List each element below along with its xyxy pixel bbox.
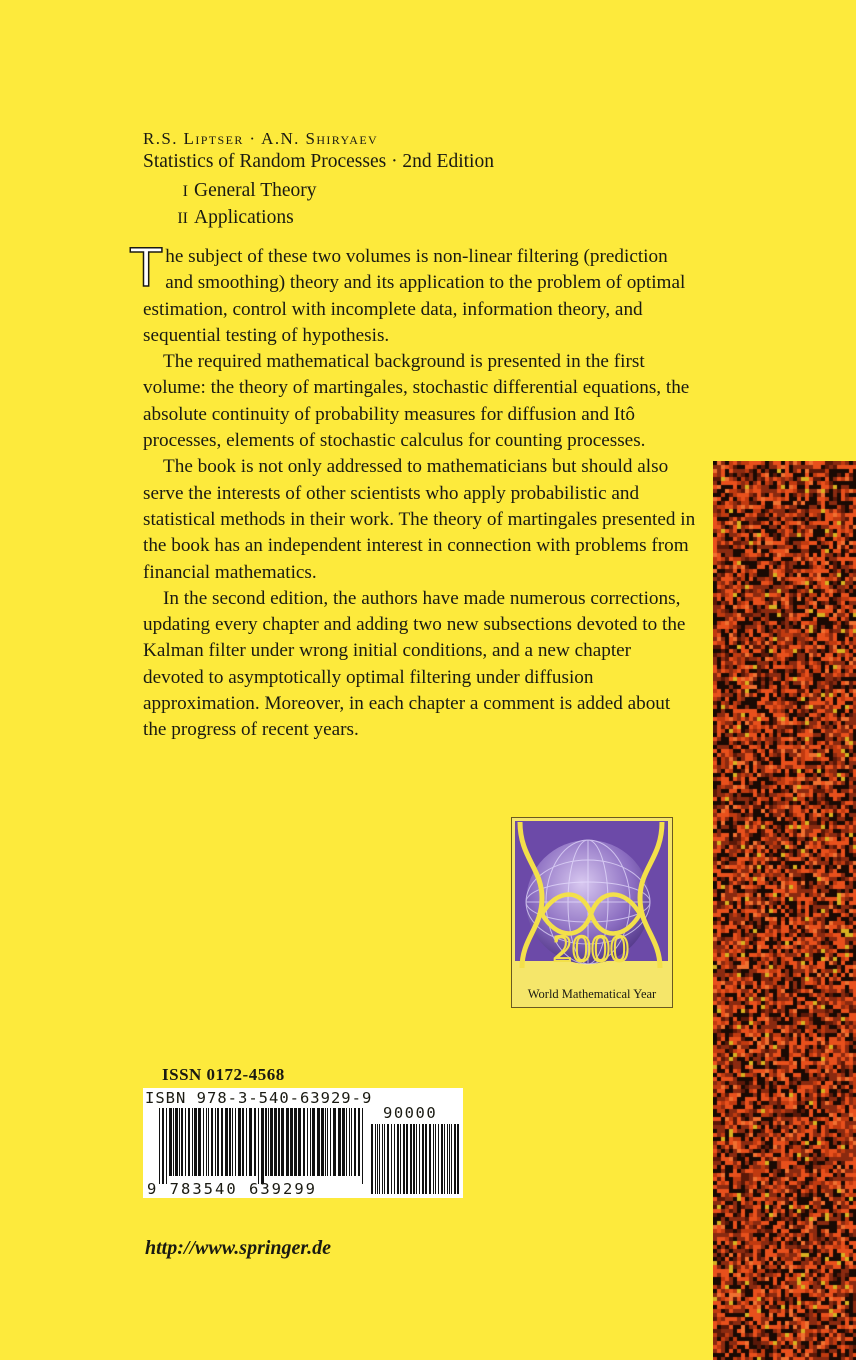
- barcode-addon-bar: [438, 1124, 439, 1194]
- barcode-addon-bar: [457, 1124, 459, 1194]
- issn: ISSN 0172-4568: [162, 1065, 285, 1084]
- barcode-bar: [342, 1108, 345, 1176]
- barcode-bar: [211, 1108, 213, 1176]
- barcode-addon-bar: [425, 1124, 427, 1194]
- barcode-bar: [333, 1108, 336, 1176]
- barcode-addon-bar: [397, 1124, 399, 1194]
- barcode-bar: [338, 1108, 341, 1176]
- barcode-addon: 90000: [383, 1104, 438, 1122]
- barcode-addon-bar: [449, 1124, 450, 1194]
- barcode-bar: [268, 1108, 269, 1176]
- barcode-bar: [258, 1108, 259, 1184]
- barcode-bar: [354, 1108, 356, 1176]
- barcode-bar: [206, 1108, 207, 1176]
- barcode-bar: [261, 1108, 264, 1184]
- barcode-bar: [215, 1108, 216, 1176]
- wmy-emblem: [512, 818, 671, 986]
- barcode-bar: [298, 1108, 301, 1176]
- barcode-addon-bar: [422, 1124, 424, 1194]
- barcode-addon-bar: [444, 1124, 445, 1194]
- barcode-bar: [327, 1108, 328, 1176]
- barcode-bar: [358, 1108, 360, 1176]
- barcode-bar: [166, 1108, 167, 1184]
- barcode-addon-bar: [441, 1124, 443, 1194]
- barcode-bar: [181, 1108, 183, 1176]
- logo-caption: World Mathematical Year: [527, 987, 657, 1001]
- barcode-bar: [185, 1108, 186, 1176]
- drop-cap: T: [129, 235, 164, 298]
- barcode-addon-bar: [375, 1124, 376, 1194]
- isbn-text: ISBN 978-3-540-63929-9: [145, 1089, 373, 1107]
- barcode-bar: [274, 1108, 277, 1176]
- paragraph-2: The required mathematical background is presented in the first volume: the theory of martingales, stochastic differential equations, the absolute continuity of probability measures for diffusion and Itô processes, elements of stochastic calculus for counting processes.: [143, 351, 690, 452]
- barcode-bar: [221, 1108, 223, 1176]
- volume-1: [143, 180, 317, 202]
- barcode-bar: [229, 1108, 231, 1176]
- barcode-bar: [362, 1108, 363, 1184]
- barcode-addon-bar: [435, 1124, 436, 1194]
- paragraph-3: The book is not only addressed to mathematicians but should also serve the interests of other scientists who apply probabilistic and statistical methods in their work. The theory of martingales presented in the book has an independent interest in connection with problems from financial mathematics.: [143, 456, 696, 583]
- barcode-bar: [307, 1108, 308, 1176]
- barcode-bar: [198, 1108, 201, 1176]
- barcode-bar: [254, 1108, 256, 1176]
- barcode-addon-bar: [403, 1124, 405, 1194]
- barcode-bar: [330, 1108, 331, 1176]
- barcode-addon-bar: [410, 1124, 412, 1194]
- volume-1-number: I: [182, 183, 188, 200]
- barcode-addon-bar: [429, 1124, 431, 1194]
- barcode-bar: [325, 1108, 326, 1176]
- volume-2-number: II: [177, 210, 188, 227]
- barcode-addon-bar: [384, 1124, 385, 1194]
- barcode-bar: [235, 1108, 236, 1176]
- description: [129, 235, 696, 744]
- barcode-bar: [310, 1108, 311, 1176]
- barcode-bar: [169, 1108, 172, 1176]
- volume-2: [143, 207, 294, 229]
- series-title: Statistics of Random Processes · 2nd Edition: [143, 151, 494, 172]
- barcode-bar: [208, 1108, 209, 1176]
- barcode-bar: [162, 1108, 164, 1184]
- barcode-bar: [194, 1108, 197, 1176]
- barcode-bar: [232, 1108, 233, 1176]
- barcode-bar: [179, 1108, 180, 1176]
- barcode-bar: [303, 1108, 305, 1176]
- barcode-bar: [321, 1108, 324, 1176]
- barcode-bar: [265, 1108, 267, 1176]
- volume-2-title: Applications: [194, 207, 294, 228]
- barcode-bar: [281, 1108, 284, 1176]
- barcode-bar: [217, 1108, 219, 1176]
- barcode-addon-bar: [454, 1124, 456, 1194]
- barcode-bar: [349, 1108, 350, 1176]
- barcode-addon-bar: [371, 1124, 373, 1194]
- barcode-addon-bar: [416, 1124, 417, 1194]
- publisher-url: http://www.springer.de: [145, 1237, 331, 1259]
- barcode-bar: [242, 1108, 244, 1176]
- barcode-bar: [192, 1108, 193, 1176]
- barcode-bar: [249, 1108, 252, 1176]
- barcode-addon-bar: [394, 1124, 395, 1194]
- world-mathematical-year-logo: [511, 817, 673, 1008]
- barcode-bar: [346, 1108, 347, 1176]
- barcode-addon-bar: [377, 1124, 378, 1194]
- barcode-addon-bar: [382, 1124, 383, 1194]
- barcode-addon-bar: [419, 1124, 420, 1194]
- authors: R.S. Liptser · A.N. Shiryaev: [143, 129, 379, 148]
- paragraph-1: [129, 235, 696, 349]
- barcode-bar: [203, 1108, 204, 1176]
- barcode-addon-bar: [406, 1124, 408, 1194]
- barcode-bar: [290, 1108, 293, 1176]
- barcode-bar: [317, 1108, 320, 1176]
- paragraph-1-text: he subject of these two volumes is non-linear filtering (prediction and smoothing) theory and its application to the problem of optimal estimation, control with incomplete data, information theory, and sequential testing of hypothesis.: [143, 246, 686, 346]
- barcode-addon-bar: [451, 1124, 452, 1194]
- barcode-bar: [225, 1108, 228, 1176]
- barcode-bar: [286, 1108, 289, 1176]
- barcode-bar: [188, 1108, 190, 1176]
- logo-year: 2000: [553, 928, 629, 970]
- barcode-addon-bar: [400, 1124, 401, 1194]
- barcode-bar: [175, 1108, 178, 1176]
- barcode-addon-bar: [391, 1124, 392, 1194]
- ean-digits: 9 783540 639299: [147, 1180, 317, 1198]
- paragraph-4: In the second edition, the authors have made numerous corrections, updating every chapter and adding two new subsections devoted to the Kalman filter under wrong initial conditions, and a new chapter devoted to asymptotically optimal filtering under diffusion approximation. Moreover, in each chapter a comment is added about the progress of recent years.: [143, 587, 686, 741]
- barcode-addon-bar: [433, 1124, 434, 1194]
- barcode-bar: [312, 1108, 315, 1176]
- barcode-bar: [238, 1108, 241, 1176]
- barcode-bar: [173, 1108, 174, 1176]
- barcode-bar: [270, 1108, 273, 1176]
- barcode-addon-bar: [379, 1124, 380, 1194]
- barcode-bar: [351, 1108, 352, 1176]
- barcode-addon-bar: [413, 1124, 415, 1194]
- barcode-addon-bar: [447, 1124, 448, 1194]
- random-texture-strip: [713, 461, 856, 1360]
- barcode-addon-bar: [387, 1124, 389, 1194]
- barcode-bar: [294, 1108, 297, 1176]
- barcode: [143, 1088, 463, 1198]
- barcode-bar: [278, 1108, 280, 1176]
- volume-1-title: General Theory: [194, 180, 317, 201]
- barcode-bar: [246, 1108, 247, 1176]
- barcode-bar: [159, 1108, 160, 1184]
